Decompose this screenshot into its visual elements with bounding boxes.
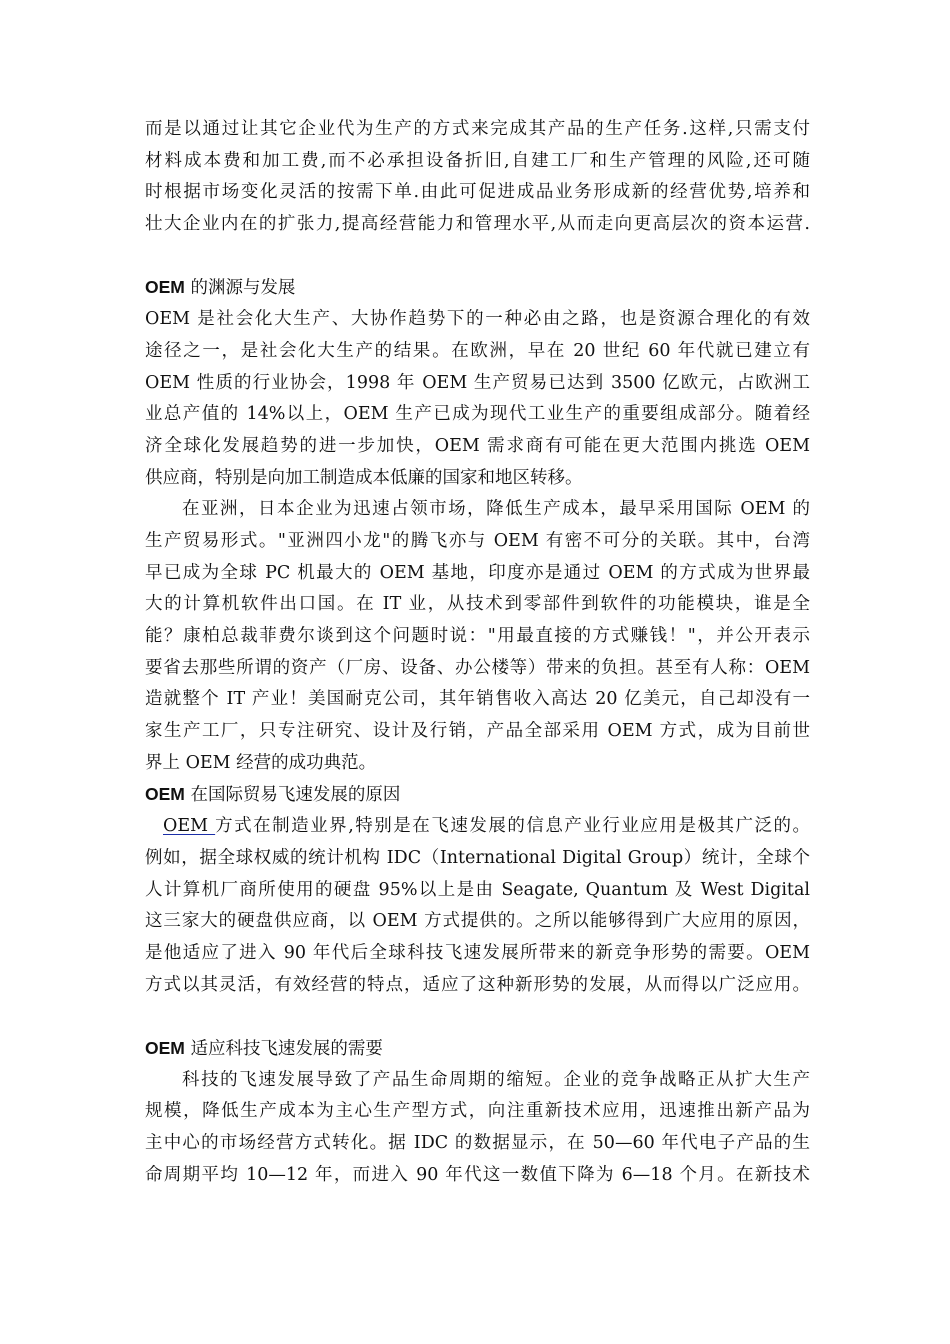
blank-line	[145, 241, 810, 273]
text-line: 生产贸易形式。"亚洲四小龙"的腾飞亦与 OEM 有密不可分的关联。其中，台湾	[145, 530, 810, 551]
text-line: 大的计算机软件出口国。在 IT 业，从技术到零部件到软件的功能模块，谁是全	[145, 594, 810, 615]
text-line	[145, 811, 810, 843]
text-line: 方式以其灵活，有效经营的特点，适应了这种新形势的发展，从而得以广泛应用。	[145, 974, 810, 995]
section-heading-reasons	[145, 779, 810, 811]
text-line: 例如，据全球权威的统计机构 IDC（International Digital Group）统计，全球个	[145, 847, 810, 868]
blank-line	[145, 1001, 810, 1033]
text-line: 时根据市场变化灵活的按需下单.由此可促进成品业务形成新的经营优势,培养和	[145, 182, 810, 203]
text-line: 造就整个 IT 产业！美国耐克公司，其年销售收入高达 20 亿美元，自己却没有一	[145, 689, 810, 710]
text-line: 早已成为全球 PC 机最大的 OEM 基地，印度亦是通过 OEM 的方式成为世界最	[145, 562, 810, 583]
text-line: 规模，降低生产成本为主心生产型方式，向注重新技术应用，迅速推出新产品为	[145, 1101, 810, 1122]
oem-link[interactable]: OEM	[163, 816, 216, 837]
section-heading-origin	[145, 272, 810, 304]
paragraph-asia	[145, 494, 810, 779]
text-line: 这三家大的硬盘供应商，以 OEM 方式提供的。之所以能够得到广大应用的原因，	[145, 911, 810, 932]
heading-text: 适应科技飞速发展的需要	[184, 1038, 383, 1059]
link-following-text: 方式在制造业界,特别是在飞速发展的信息产业行业应用是极其广泛的。	[215, 816, 811, 837]
text-line: 科技的飞速发展导致了产品生命周期的缩短。企业的竞争战略正从扩大生产	[182, 1069, 810, 1090]
text-line: 命周期平均 10—12 年，而进入 90 年代这一数值下降为 6—18 个月。在新技术	[145, 1164, 810, 1185]
text-line: 而是以通过让其它企业代为生产的方式来完成其产品的生产任务.这样,只需支付	[145, 119, 810, 139]
text-line: 能？康柏总裁菲费尔谈到这个问题时说："用最直接的方式赚钱！"，并公开表示	[145, 626, 810, 646]
text-line: 供应商，特别是向加工制造成本低廉的国家和地区转移。	[145, 467, 583, 488]
text-line: 途径之一，是社会化大生产的结果。在欧洲，早在 20 世纪 60 年代就已建立有	[145, 340, 810, 361]
section-heading-tech	[145, 1033, 810, 1065]
text-line: OEM 是社会化大生产、大协作趋势下的一种必由之路，也是资源合理化的有效	[145, 309, 810, 330]
text-line: 是他适应了进入 90 年代后全球科技飞速发展所带来的新竞争形势的需要。OEM	[145, 942, 810, 963]
text-line: 界上 OEM 经营的成功典范。	[145, 752, 377, 773]
heading-keyword: OEM	[145, 784, 185, 805]
paragraph-origin	[145, 304, 810, 494]
text-line: OEM 性质的行业协会，1998 年 OEM 生产贸易已达到 3500 亿欧元，占欧洲工	[145, 372, 810, 393]
paragraph-intro	[145, 114, 810, 241]
document-page	[145, 114, 810, 1191]
heading-keyword: OEM	[145, 1037, 185, 1058]
text-line: 主中心的市场经营方式转化。据 IDC 的数据显示，在 50—60 年代电子产品的生	[145, 1133, 810, 1153]
text-line: 家生产工厂，只专注研究、设计及行销，产品全部采用 OEM 方式，成为目前世	[145, 721, 810, 742]
text-line: 业总产值的 14%以上，OEM 生产已成为现代工业生产的重要组成部分。随着经	[145, 404, 810, 425]
text-line: 济全球化发展趋势的进一步加快，OEM 需求商有可能在更大范围内挑选 OEM	[145, 435, 810, 456]
paragraph-reasons	[145, 811, 810, 1001]
text-line: 材料成本费和加工费,而不必承担设备折旧,自建工厂和生产管理的风险,还可随	[145, 150, 810, 171]
heading-text: 在国际贸易飞速发展的原因	[184, 785, 401, 806]
text-line: 人计算机厂商所使用的硬盘 95%以上是由 Seagate, Quantum 及 West Digital	[145, 879, 810, 900]
heading-text: 的渊源与发展	[184, 278, 296, 299]
text-line: 在亚洲，日本企业为迅速占领市场，降低生产成本，最早采用国际 OEM 的	[182, 499, 810, 520]
paragraph-tech	[145, 1065, 810, 1192]
heading-keyword: OEM	[145, 277, 185, 298]
text-line: 壮大企业内在的扩张力,提高经营能力和管理水平,从而走向更高层次的资本运营.	[145, 214, 810, 235]
text-line: 要省去那些所谓的资产（厂房、设备、办公楼等）带来的负担。甚至有人称：OEM	[145, 657, 810, 678]
